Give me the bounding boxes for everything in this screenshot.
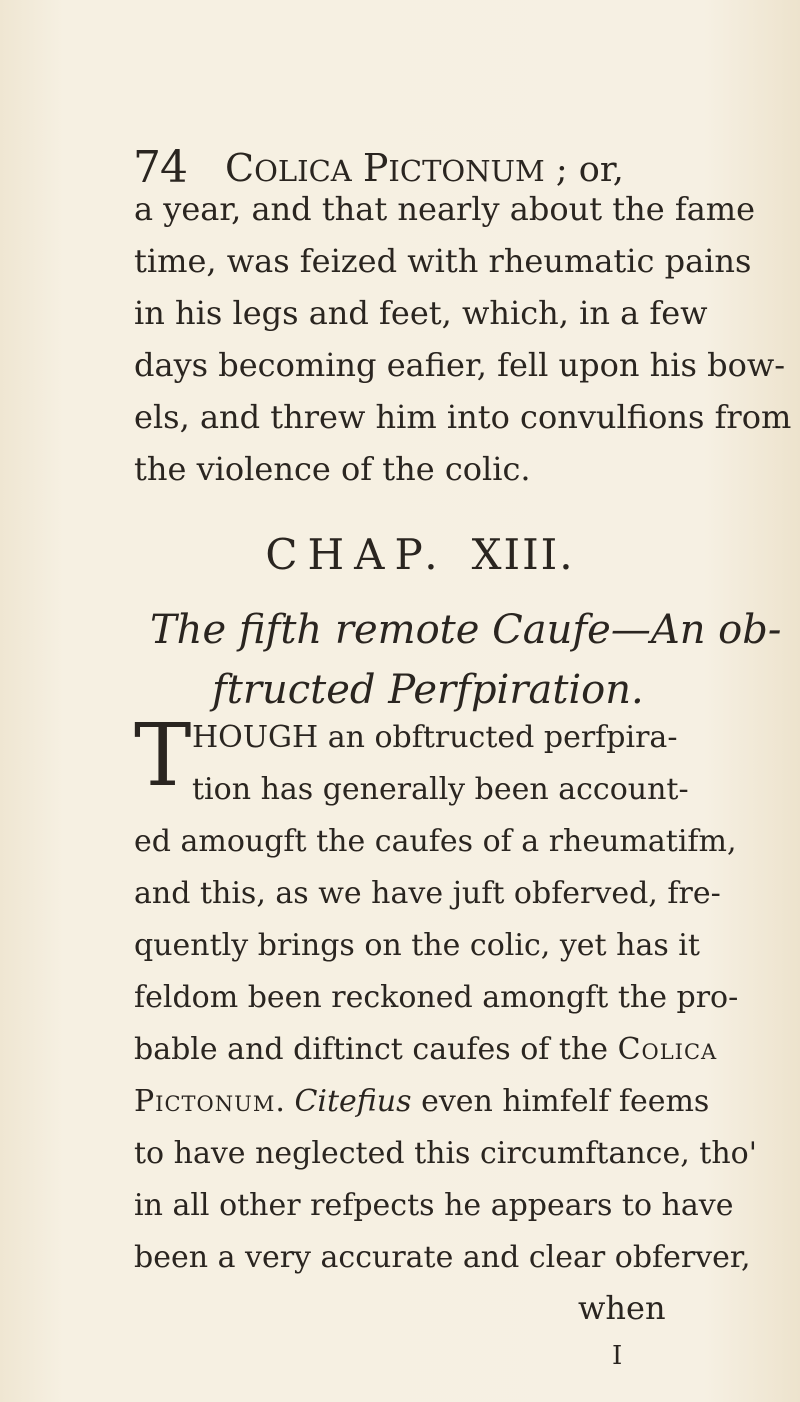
text-segment-smallcaps: Colica (617, 1032, 718, 1067)
chapter-subtitle (150, 600, 782, 720)
running-title-suffix: ; or, (555, 150, 624, 190)
text-line: been a very accurate and clear obferver, (134, 1240, 751, 1275)
text-line: time, was feized with rheumatic pains (134, 242, 752, 280)
chapter-subtitle-line: The fifth remote Caufe—An ob- (150, 607, 782, 653)
text-segment-smallcaps: Pictonum (134, 1084, 276, 1119)
chapter-number: XIII. (471, 530, 575, 579)
text-line: and this, as we have juft obferved, fre- (134, 876, 721, 911)
text-line: in his legs and feet, which, in a few (134, 294, 708, 332)
text-segment: bable and diftinct caufes of the (134, 1032, 618, 1067)
running-title-colica-rest: OLICA (254, 154, 352, 188)
text-line: days becoming eafier, fell upon his bow- (134, 346, 786, 384)
text-line: the violence of the colic. (134, 450, 531, 488)
running-title-pictonum-rest: ICTONUM (388, 154, 545, 188)
text-line: els, and threw him into convulfions from (134, 398, 792, 436)
text-line: tion has generally been account- (192, 772, 689, 807)
text-line: ed amougft the caufes of a rheumatifm, (134, 824, 737, 859)
text-line: in all other refpects he appears to have (134, 1188, 734, 1223)
text-line: feldom been reckoned amongft the pro- (134, 980, 739, 1015)
running-title-colica-initial: C (225, 146, 255, 190)
chapter-paragraph (134, 706, 757, 1284)
text-segment: . (275, 1084, 295, 1119)
text-segment-italic: Citefius (294, 1084, 412, 1119)
chapter-heading (0, 525, 800, 585)
text-segment: even himfelf feems (411, 1084, 710, 1119)
text-line: a year, and that nearly about the fame (134, 190, 756, 228)
drop-cap: T (134, 706, 192, 806)
paragraph-continued (134, 183, 792, 495)
text-line (134, 1076, 710, 1128)
chapter-subtitle-line: ftructed Perfpiration. (212, 667, 644, 713)
page-number: 74 (133, 142, 187, 193)
text-line (134, 1024, 718, 1076)
catchword: when (578, 1289, 666, 1327)
text-line: quently brings on the colic, yet has it (134, 928, 700, 963)
text-line: to have neglected this circumftance, tho' (134, 1136, 757, 1171)
running-title-pictonum-initial: P (362, 146, 389, 190)
chapter-label: CHAP. (265, 530, 448, 579)
signature-mark: I (612, 1341, 623, 1371)
text-line: HOUGH an obftructed perfpira- (192, 720, 678, 755)
